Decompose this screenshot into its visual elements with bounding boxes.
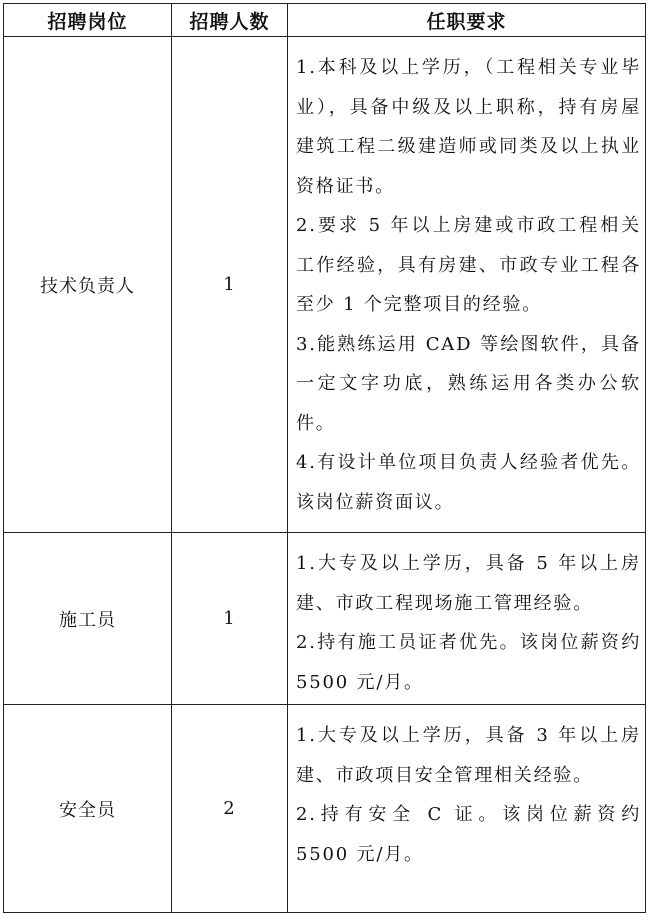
table-header-row xyxy=(4,4,646,37)
requirement-item: 1.大专及以上学历，具备 5 年以上房建、市政工程现场施工管理经验。 xyxy=(296,553,641,614)
requirement-item: 2.要求 5 年以上房建或市政工程相关工作经验，具有房建、市政专业工程各至少 1 个完整项目的经验。 xyxy=(296,215,641,315)
header-requirements: 任职要求 xyxy=(288,4,646,37)
recruitment-table xyxy=(3,3,646,913)
requirements-cell xyxy=(288,37,646,533)
position-cell: 技术负责人 xyxy=(4,37,172,533)
header-count: 招聘人数 xyxy=(172,4,288,37)
count-cell: 1 xyxy=(172,533,288,705)
requirement-item: 1.大专及以上学历，具备 3 年以上房建、市政项目安全管理相关经验。 xyxy=(296,725,641,786)
count-cell: 1 xyxy=(172,37,288,533)
table-row xyxy=(4,37,646,533)
count-cell: 2 xyxy=(172,705,288,913)
requirement-item: 1.本科及以上学历，（工程相关专业毕业），具备中级及以上职称，持有房屋建筑工程二级建造师或同类及以上执业资格证书。 xyxy=(296,57,641,197)
requirement-item: 4.有设计单位项目负责人经验者优先。该岗位薪资面议。 xyxy=(296,452,641,513)
position-cell: 安全员 xyxy=(4,705,172,913)
requirement-item: 2.持有施工员证者优先。该岗位薪资约 5500 元/月。 xyxy=(296,632,641,693)
table-row xyxy=(4,533,646,705)
header-position: 招聘岗位 xyxy=(4,4,172,37)
requirement-item: 3.能熟练运用 CAD 等绘图软件，具备一定文字功底，熟练运用各类办公软件。 xyxy=(296,333,641,434)
requirements-cell xyxy=(288,533,646,705)
requirements-cell xyxy=(288,705,646,913)
table-row xyxy=(4,705,646,913)
requirement-item: 2.持有安全 C 证。该岗位薪资约 5500 元/月。 xyxy=(296,804,641,865)
position-cell: 施工员 xyxy=(4,533,172,705)
